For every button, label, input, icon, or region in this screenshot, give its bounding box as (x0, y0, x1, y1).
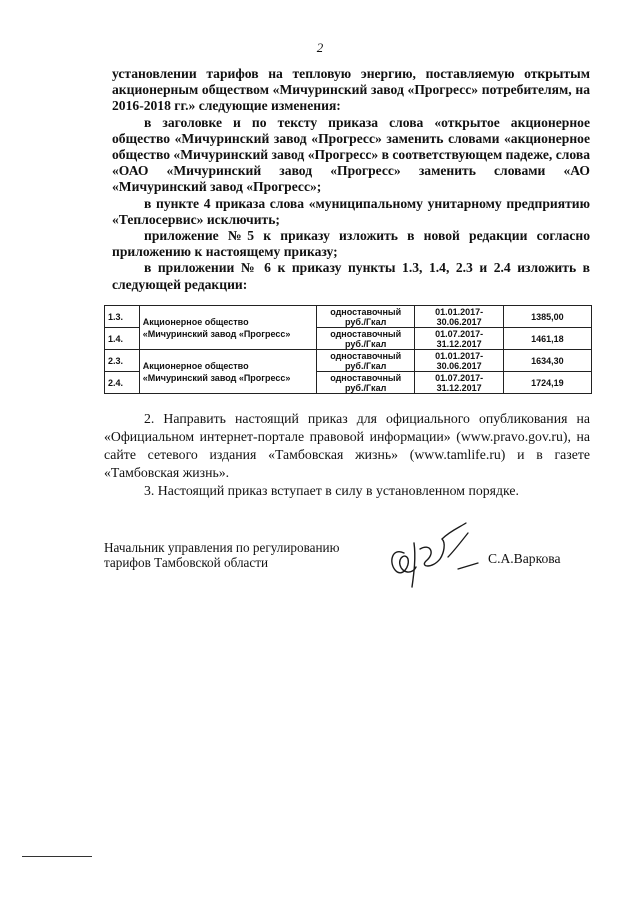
row-number: 2.4. (105, 372, 140, 394)
tariff-period: 01.07.2017-31.12.2017 (415, 372, 503, 394)
amendment-item-appendix-5: приложение №5 к приказу изложить в новой редакции согласно приложению к настоящему приказу; (112, 228, 590, 260)
tariff-period: 01.01.2017-30.06.2017 (415, 306, 503, 328)
organization-type: Акционерное общество (142, 360, 249, 371)
page-number: 2 (316, 40, 324, 55)
signer-name: С.А.Варкова (488, 551, 561, 566)
amendment-intro: установлении тарифов на тепловую энергию, поставляемую открытым акционерным обществом «Мичуринский завод «Прогресс» потребителям, на 2016-2018 гг.» следующие изменения: (112, 66, 590, 114)
amendment-item-appendix-6: в приложении № 6 к приказу пункты 1.3, 1.4, 2.3 и 2.4 изложить в следующей редакции: (112, 260, 590, 292)
footnote-divider (22, 856, 92, 857)
order-amendments-text (112, 66, 590, 293)
tariff-type: одноставочный руб./Гкал (316, 328, 415, 350)
table-row (105, 350, 592, 372)
amendment-item-remove-teploservis: в пункте 4 приказа слова «муниципальному унитарному предприятию «Теплосервис» исключить; (112, 195, 590, 227)
tariff-value: 1461,18 (503, 328, 591, 350)
table-row (105, 306, 592, 328)
row-number: 2.3. (105, 350, 140, 372)
handwritten-signature (374, 513, 494, 597)
tariff-period: 01.07.2017-31.12.2017 (415, 328, 503, 350)
signer-position-line: Начальник управления по регулированию (104, 540, 340, 555)
organization-cell (139, 306, 316, 350)
tariff-type: одноставочный руб./Гкал (316, 306, 415, 328)
organization-name: «Мичуринский завод «Прогресс» (142, 372, 291, 383)
tariff-table (104, 305, 592, 394)
tariff-value: 1724,19 (503, 372, 591, 394)
signer-position-line: тарифов Тамбовской области (104, 555, 269, 570)
row-number: 1.3. (105, 306, 140, 328)
organization-cell (139, 350, 316, 394)
amendment-item-title-rename: в заголовке и по тексту приказа слова «открытое акционерное общество «Мичуринский завод «Прогресс» заменить словами «акционерное общество «Мичуринский завод «Прогресс» в соответствующем падеже, слова «ОАО «Мичуринский завод «Прогресс» заменить словами «АО «Мичуринский завод «Прогресс»; (112, 114, 590, 195)
effective-clause: 3. Настоящий приказ вступает в силу в установленном порядке. (144, 483, 519, 498)
tariff-type: одноставочный руб./Гкал (316, 350, 415, 372)
tariff-type: одноставочный руб./Гкал (316, 372, 415, 394)
tariff-period: 01.01.2017-30.06.2017 (415, 350, 503, 372)
tariff-value: 1385,00 (503, 306, 591, 328)
signer-position (104, 540, 339, 570)
order-closing-text (104, 410, 590, 500)
organization-type: Акционерное общество (142, 316, 249, 327)
publication-clause: 2. Направить настоящий приказ для официального опубликования на «Официальном интернет-портале правовой информации» (www.pravo.gov.ru), на сайте сетевого издания «Тамбовская жизнь» (www.tamlife.ru) и в газете «Тамбовская жизнь». (104, 411, 590, 480)
signature-block (104, 537, 590, 607)
tariff-value: 1634,30 (503, 350, 591, 372)
organization-name: «Мичуринский завод «Прогресс» (142, 328, 291, 339)
row-number: 1.4. (105, 328, 140, 350)
